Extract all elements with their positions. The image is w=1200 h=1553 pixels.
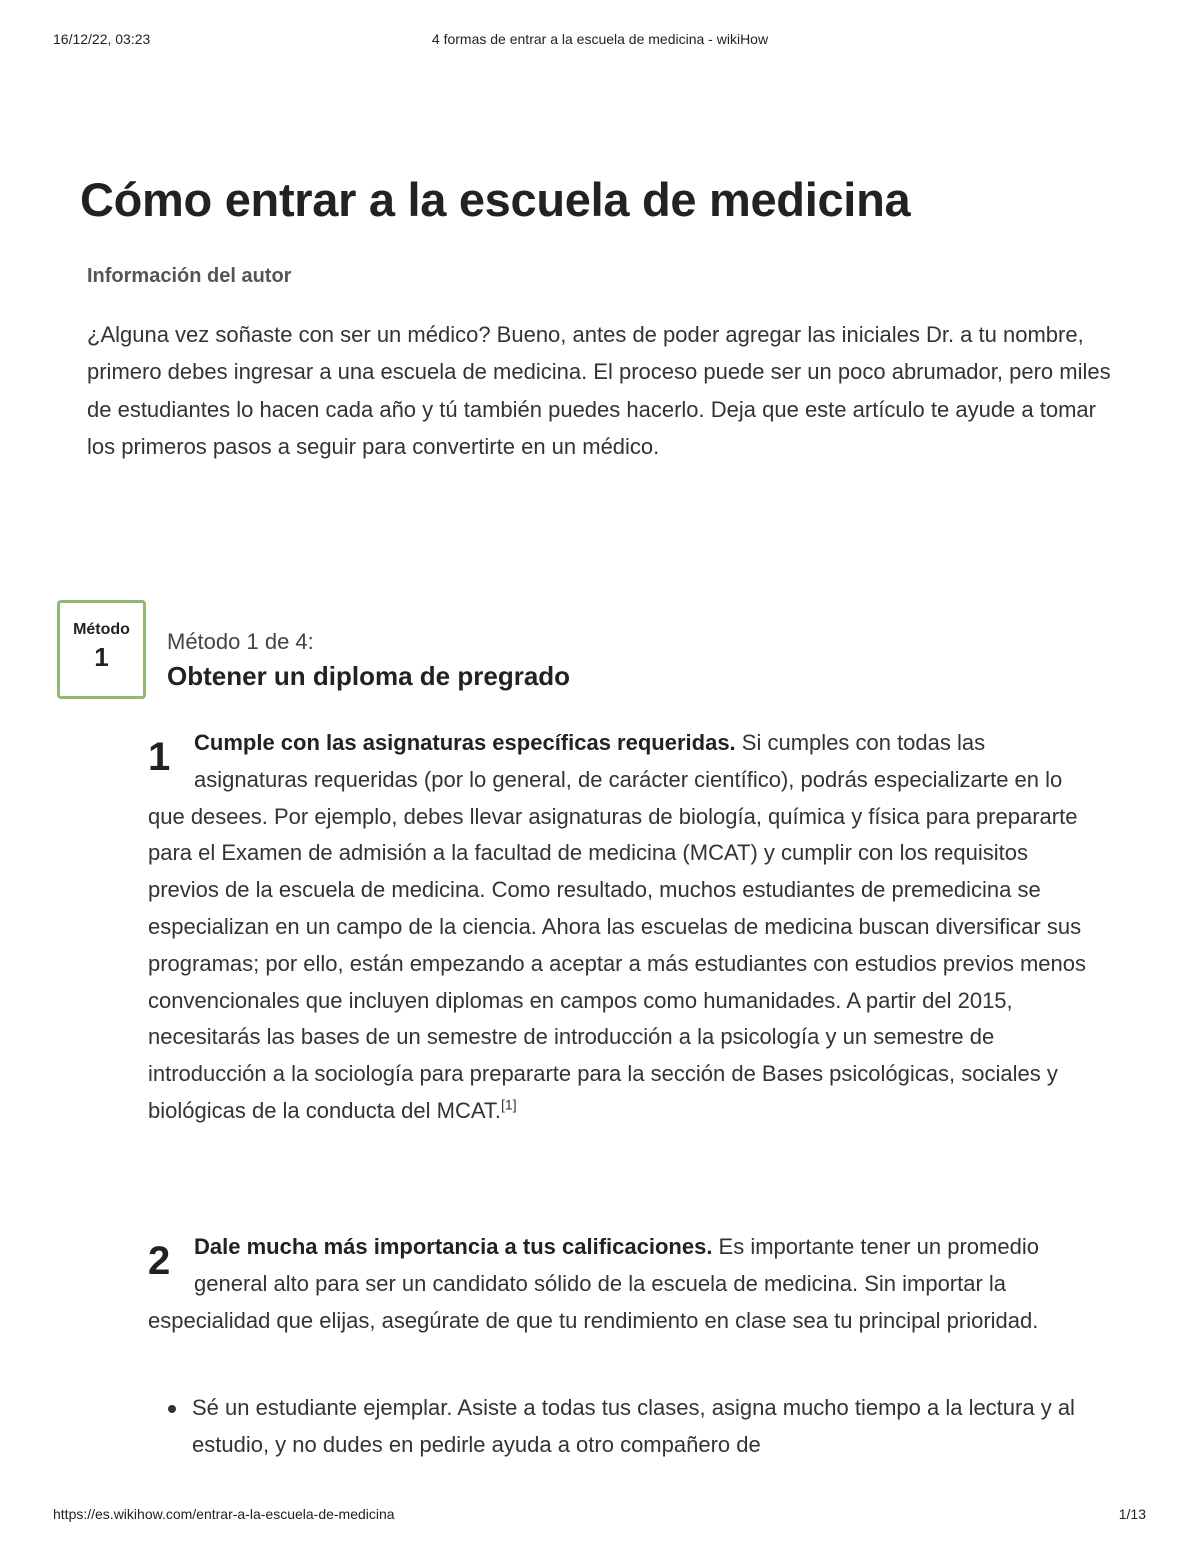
step-number: 2 xyxy=(148,1239,171,1283)
print-page-title: 4 formas de entrar a la escuela de medicina - wikiHow xyxy=(431,31,769,47)
print-header xyxy=(0,31,1200,51)
list-item-text: Sé un estudiante ejemplar. Asiste a todas tus clases, asigna mucho tiempo a la lectura y al estudio, y no dudes en pedirle ayuda a otro compañero de xyxy=(192,1395,1075,1457)
step-heading: Cumple con las asignaturas específicas requeridas. xyxy=(194,730,736,755)
method-badge-label: Método xyxy=(73,621,130,638)
step-number: 1 xyxy=(148,735,171,779)
citation-link[interactable]: [1] xyxy=(501,1096,517,1113)
method-subtitle: Método 1 de 4: xyxy=(167,629,314,654)
article-title: Cómo entrar a la escuela de medicina xyxy=(80,173,911,226)
page-number: 1/13 xyxy=(1118,1506,1146,1522)
step-2 xyxy=(148,1229,1088,1339)
print-datetime: 16/12/22, 03:23 xyxy=(53,31,151,47)
step-text: Es importante tener un promedio general alto para ser un candidato sólido de la escuela de medicina. Sin importar la especialidad que elijas, asegúrate de que tu rendimiento en clase sea tu principal prioridad. xyxy=(148,1234,1039,1333)
print-url: https://es.wikihow.com/entrar-a-la-escuela-de-medicina xyxy=(53,1506,395,1522)
step-text: Si cumples con todas las asignaturas requeridas (por lo general, de carácter científico), podrás especializarte en lo que desees. Por ejemplo, debes llevar asignaturas de biología, química y física para prepararte para el Examen de admisión a la facultad de medicina (MCAT) y cumplir con los requisitos previos de la escuela de medicina. Como resultado, muchos estudiantes de premedicina se especializan en un campo de la ciencia. Ahora las escuelas de medicina buscan diversificar sus programas; por ello, están empezando a aceptar a más estudiantes con estudios previos menos convencionales que incluyen diplomas en campos como humanidades. A partir del 2015, necesitarás las bases de un semestre de introducción a la psicología y un semestre de introducción a la sociología para prepararte para la sección de Bases psicológicas, sociales y biológicas de la conducta del MCAT. xyxy=(148,730,1086,1123)
list-item xyxy=(160,1390,1080,1464)
method-badge xyxy=(57,600,146,699)
step-heading: Dale mucha más importancia a tus calificaciones. xyxy=(194,1234,713,1259)
author-info-link[interactable]: Información del autor xyxy=(87,265,292,287)
method-title: Obtener un diploma de pregrado xyxy=(167,661,571,691)
step-1 xyxy=(148,725,1088,1130)
method-badge-number: 1 xyxy=(94,642,109,672)
article-intro: ¿Alguna vez soñaste con ser un médico? Bueno, antes de poder agregar las iniciales Dr. a tu nombre, primero debes ingresar a una escuela de medicina. El proceso puede ser un poco abrumador, pero miles de estudiantes lo hacen cada año y tú también puedes hacerlo. Deja que este artículo te ayude a tomar los primeros pasos a seguir para convertirte en un médico. xyxy=(87,322,1111,459)
print-footer xyxy=(0,1506,1200,1526)
bullet-icon xyxy=(168,1405,176,1413)
step-2-tips xyxy=(160,1390,1080,1464)
